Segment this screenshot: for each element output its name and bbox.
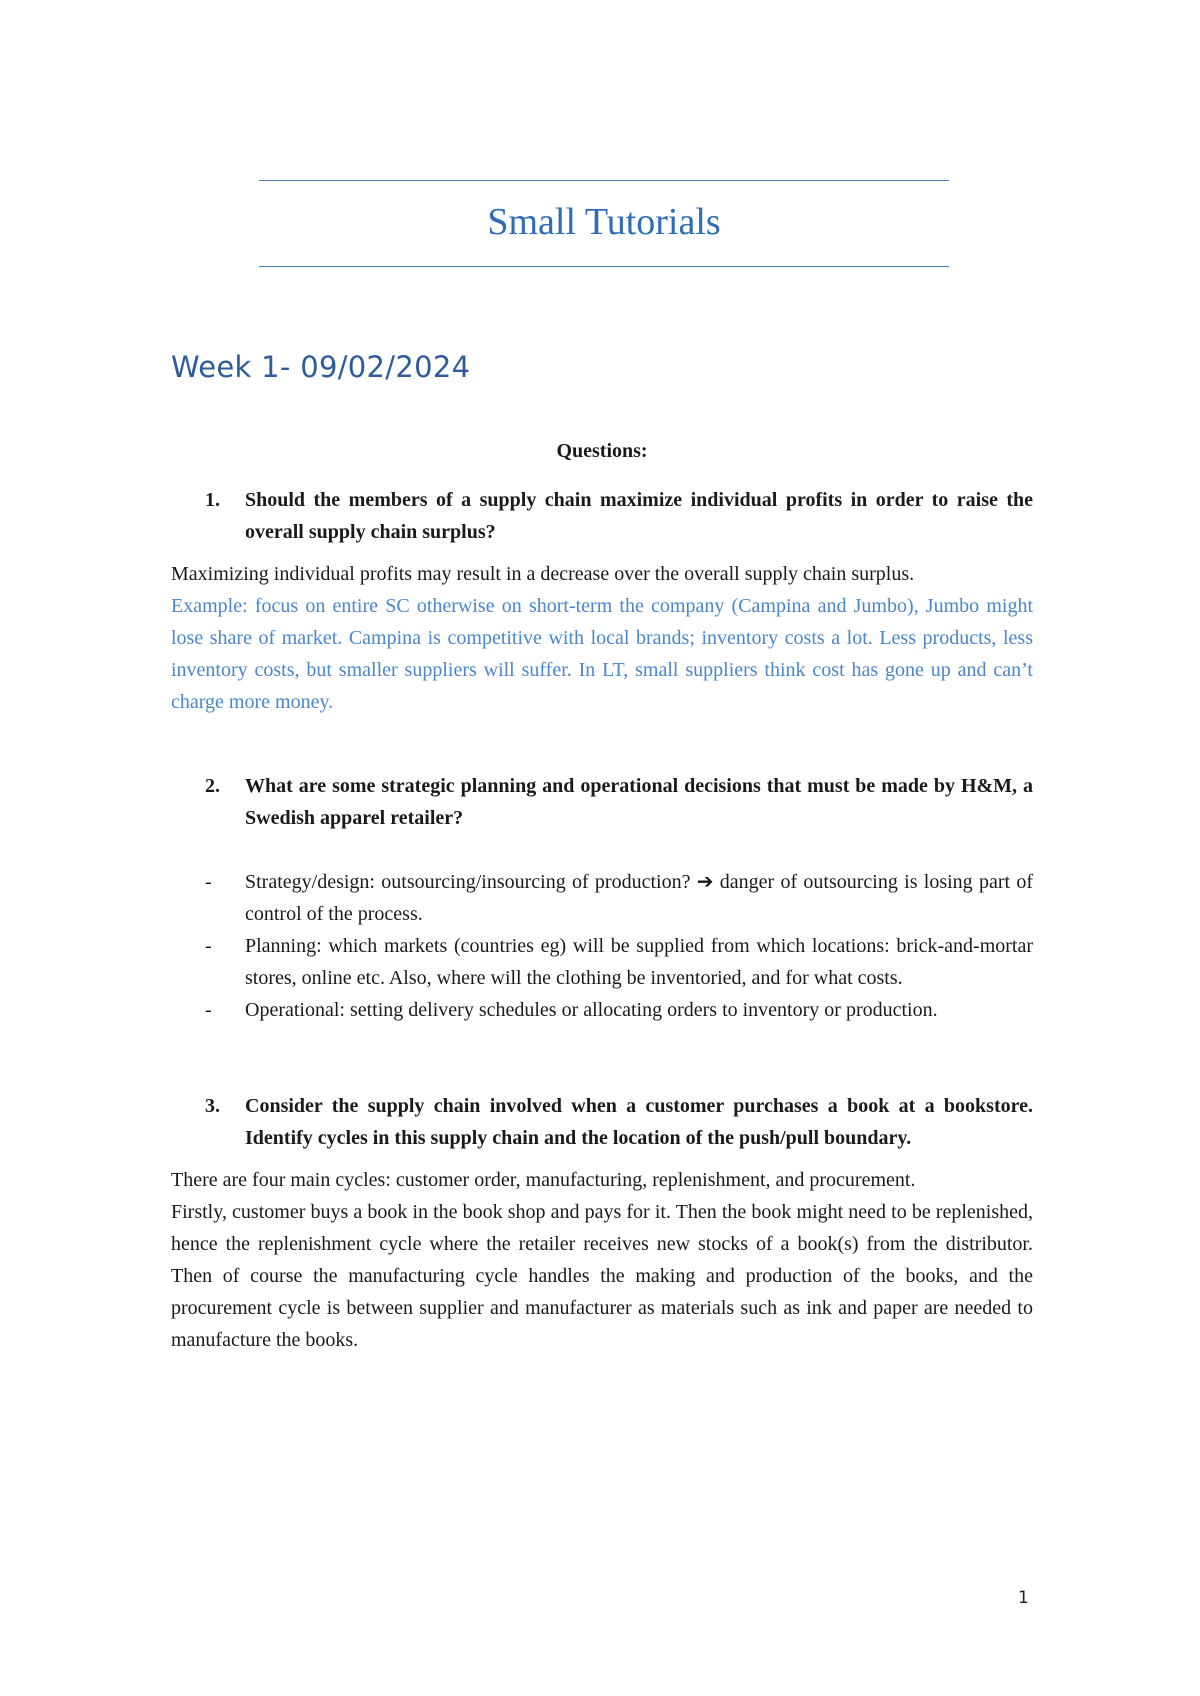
question-1-text: Should the members of a supply chain maximize individual profits in order to raise the overall supply chain surplus?	[245, 489, 1033, 543]
answer-2-bullet-strategy: Strategy/design: outsourcing/insourcing of production? ➔ danger of outsourcing is losing part of control of the process.	[245, 871, 1033, 925]
answer-3-cycles: There are four main cycles: customer order, manufacturing, replenishment, and procurement.	[171, 1169, 916, 1191]
bullet-marker: -	[205, 871, 212, 893]
answer-3-explanation: Firstly, customer buys a book in the book shop and pays for it. Then the book might need to be replenished, hence the replenishment cycle where the retailer receives new stocks of a book(s) from the distributor. Then of course the manufacturing cycle handles the making and production of the books, and the procurement cycle is between supplier and manufacturer as materials such as ink and paper are needed to manufacture the books.	[171, 1201, 1033, 1351]
list-item	[171, 866, 1033, 930]
answer-2-list	[171, 866, 1033, 1026]
question-3-number: 3.	[205, 1095, 220, 1117]
question-3-text: Consider the supply chain involved when a customer purchases a book at a bookstore. Identify cycles in this supply chain and the location of the push/pull boundary.	[245, 1095, 1033, 1149]
answer-2-bullet-operational: Operational: setting delivery schedules or allocating orders to inventory or production.	[245, 999, 938, 1021]
list-item	[171, 994, 1033, 1026]
title-rule-top	[259, 180, 949, 181]
bullet-marker: -	[205, 935, 212, 957]
answer-2-bullet-planning: Planning: which markets (countries eg) will be supplied from which locations: brick-and-mortar stores, online etc. Also, where will the clothing be inventoried, and for what costs.	[245, 935, 1033, 989]
document-title: Small Tutorials	[487, 201, 721, 243]
answer-1-example: Example: focus on entire SC otherwise on short-term the company (Campina and Jumbo), Jumbo might lose share of market. Campina is competitive with local brands; inventory costs a lot. Less products, less inventory costs, but smaller suppliers will suffer. In LT, small suppliers think cost has gone up and can’t charge more money.	[171, 595, 1033, 713]
question-2-text: What are some strategic planning and operational decisions that must be made by H&M, a Swedish apparel retailer?	[245, 775, 1033, 829]
document-body	[171, 484, 1033, 1356]
question-2-number: 2.	[205, 775, 220, 797]
question-1-number: 1.	[205, 489, 220, 511]
title-rule-bottom	[259, 266, 949, 267]
page-number: 1	[1018, 1588, 1029, 1608]
list-item	[171, 930, 1033, 994]
questions-label: Questions:	[556, 440, 648, 462]
question-3	[171, 1090, 1033, 1154]
answer-1-text: Maximizing individual profits may result in a decrease over the overall supply chain surplus.	[171, 563, 915, 585]
week-heading: Week 1- 09/02/2024	[171, 350, 471, 384]
question-1	[171, 484, 1033, 548]
question-2	[171, 770, 1033, 834]
bullet-marker: -	[205, 999, 212, 1021]
